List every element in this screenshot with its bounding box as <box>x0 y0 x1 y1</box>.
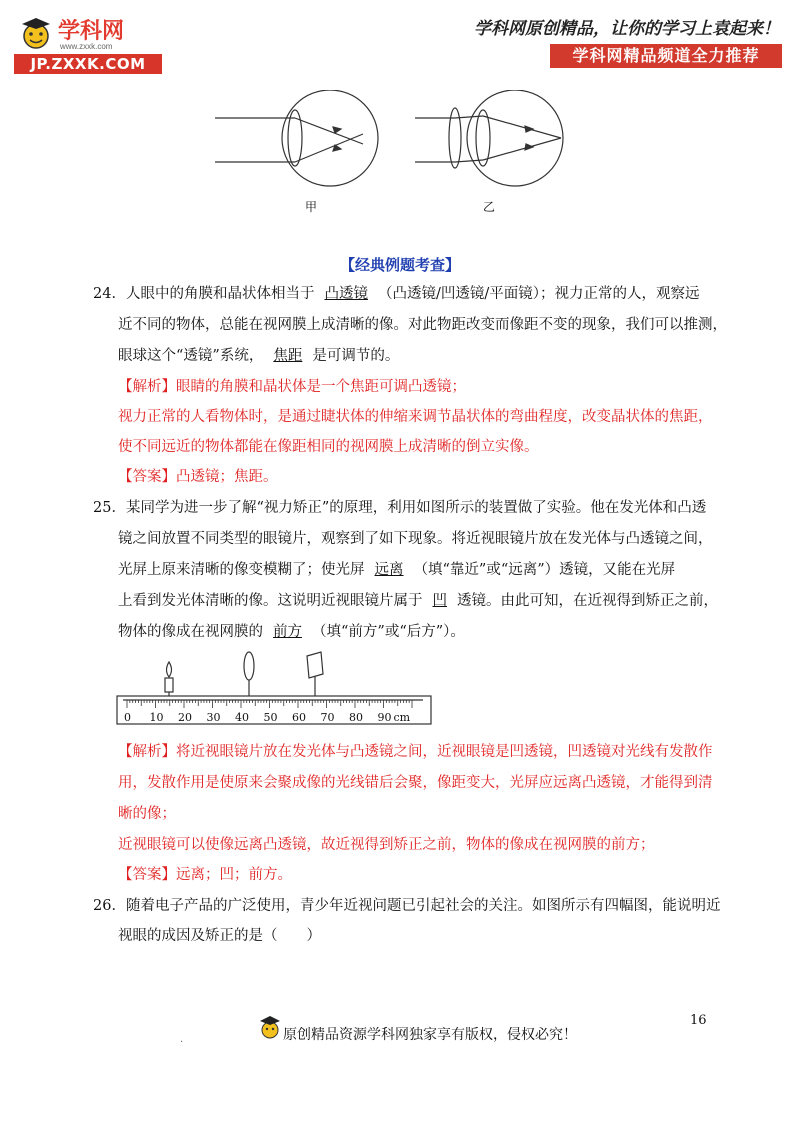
answer-label: 【答案】 <box>118 469 176 485</box>
q24-analysis-1: 【解析】眼睛的角膜和晶状体是一个焦距可调凸透镜； <box>118 379 466 395</box>
header-banner: 学科网精品频道全力推荐 <box>550 44 782 68</box>
q25-text: 上看到发光体清晰的像。这说明近视眼镜片属于 <box>118 593 423 609</box>
ruler-label: 50 <box>263 711 278 724</box>
answer-label: 【答案】 <box>118 867 176 883</box>
ruler-unit: cm <box>393 711 411 724</box>
header-slogan: 学科网原创精品，让你的学习上袁起来！ <box>474 19 780 39</box>
q25-text: 物体的像成在视网膜的 <box>118 624 263 640</box>
q25-analysis-3: 晰的像； <box>118 806 176 822</box>
q26-line-1: 26．随着电子产品的广泛使用，青少年近视问题已引起社会的关注。如图所示有四幅图，能说明近 <box>93 898 721 914</box>
section-title: 【经典例题考查】 <box>339 256 460 274</box>
ruler-label: 90 <box>377 711 392 724</box>
q24-answer-blank: 焦距 <box>273 348 303 364</box>
q25-line-5 <box>118 622 465 642</box>
eye-diagram-right <box>415 90 563 186</box>
footer-mascot-icon <box>258 1014 282 1042</box>
eye-diagram-left <box>215 90 378 186</box>
q25-line-4 <box>118 591 718 611</box>
mascot-icon <box>16 14 56 54</box>
q25-line-1: 25．某同学为进一步了解“视力矫正”的原理，利用如图所示的装置做了实验。他在发光体和凸透 <box>93 500 707 516</box>
q24-text: 是可调节的。 <box>312 348 400 364</box>
figure-label-left: 甲 <box>305 200 318 214</box>
ruler-label: 60 <box>292 711 306 724</box>
figure-label-right: 乙 <box>483 200 496 214</box>
logo-title: 学科网 <box>58 19 125 44</box>
ruler-label: 10 <box>149 711 164 724</box>
q24-text: 24．人眼中的角膜和晶状体相当于 <box>93 286 315 302</box>
q25-answer-blank: 凹 <box>432 593 447 609</box>
q24-answer-blank: 凸透镜 <box>324 286 368 302</box>
q26-line-2: 视眼的成因及矫正的是（ ） <box>118 928 321 944</box>
ruler-label: 70 <box>320 711 335 724</box>
q24-answer <box>118 467 278 487</box>
light-screen-icon <box>307 652 323 696</box>
q25-line-2: 镜之间放置不同类型的眼镜片，观察到了如下现象。将近视眼镜片放在发光体与凸透镜之间， <box>118 531 713 547</box>
page-number: 16 <box>690 1013 707 1028</box>
ruler-label: 0 <box>124 711 131 724</box>
q24-analysis-2: 视力正常的人看物体时，是通过睫状体的伸缩来调节晶状体的弯曲程度，改变晶状体的焦距， <box>118 409 713 425</box>
ruler-label: 20 <box>178 711 192 724</box>
optical-bench-figure <box>115 648 435 728</box>
answer-text: 远离；凹；前方。 <box>176 867 292 883</box>
candle-icon <box>165 662 173 696</box>
logo-url: JP.ZXXK.COM <box>14 54 162 74</box>
logo-subtitle: www.zxxk.com <box>60 42 113 51</box>
q25-text: 透镜。由此可知，在近视得到矫正之前， <box>457 593 718 609</box>
answer-text: 凸透镜；焦距。 <box>176 469 278 485</box>
q24-text: 眼球这个“透镜”系统， <box>118 348 264 364</box>
q24-line-3 <box>118 346 399 366</box>
q24-analysis-3: 使不同远近的物体都能在像距相同的视网膜上成清晰的倒立实像。 <box>118 439 539 455</box>
q25-answer <box>118 865 292 885</box>
ruler-label: 80 <box>349 711 363 724</box>
q24-text: （凸透镜/凹透镜/平面镜）；视力正常的人，观察远 <box>377 286 700 302</box>
q25-text: 光屏上原来清晰的像变模糊了；使光屏 <box>118 562 365 578</box>
logo <box>14 14 162 74</box>
q25-answer-blank: 前方 <box>273 624 302 640</box>
footer-dot: . <box>180 1034 184 1045</box>
q24-line-1 <box>93 284 699 304</box>
q25-line-3 <box>118 560 675 580</box>
footer-copyright: 原创精品资源学科网独家享有版权，侵权必究！ <box>283 1027 577 1043</box>
q24-line-2: 近不同的物体，总能在视网膜上成清晰的像。对此物距改变而像距不变的现象，我们可以推测， <box>118 317 727 333</box>
q25-analysis-4: 近视眼镜可以使像远离凸透镜，故近视得到矫正之前，物体的像成在视网膜的前方； <box>118 837 655 853</box>
ruler-label: 40 <box>235 711 249 724</box>
ruler-label: 30 <box>206 711 221 724</box>
q25-answer-blank: 远离 <box>374 562 404 578</box>
q25-analysis-2: 用，发散作用是使原来会聚成像的光线错后会聚，像距变大，光屏应远离凸透镜，才能得到清 <box>118 775 713 791</box>
eye-diagrams <box>215 90 575 220</box>
q25-analysis-1: 【解析】将近视眼镜片放在发光体与凸透镜之间，近视眼镜是凹透镜，凹透镜对光线有发散作 <box>118 744 713 760</box>
q25-text: （填“靠近”或“远离”）透镜，又能在光屏 <box>413 562 676 578</box>
convex-lens-icon <box>244 652 254 696</box>
q25-text: （填“前方”或“后方”）。 <box>312 624 465 640</box>
